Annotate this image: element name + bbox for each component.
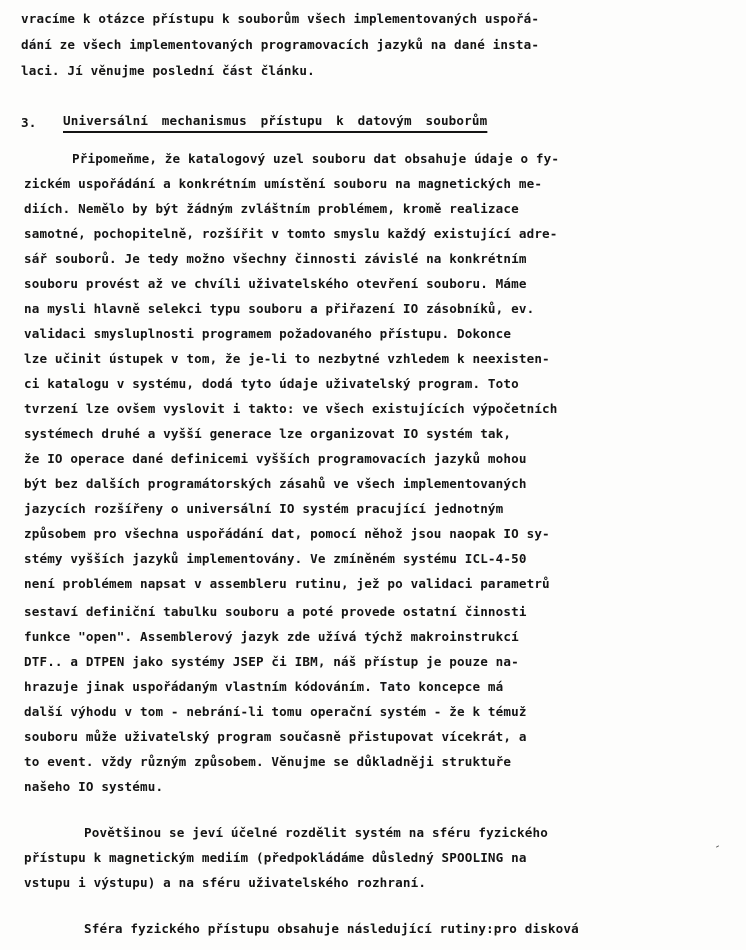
text-line: to event. vždy různým způsobem. Věnujme se důkladněji struktuře [24, 754, 512, 769]
text-line: diích. Nemělo by být žádným zvláštním problémem, kromě realizace [24, 201, 519, 216]
text-line: zickém uspořádání a konkrétním umístění souboru na magnetických me- [24, 176, 543, 191]
text-line: funkce "open". Assemblerový jazyk zde užívá týchž makroinstrukcí [24, 629, 519, 644]
text-line: tvrzení lze ovšem vyslovit i takto: ve všech existujících výpočetních [24, 401, 558, 416]
text-line: Povětšinou se jeví účelné rozdělit systém na sféru fyzického [84, 825, 548, 840]
text-line: našeho IO systému. [24, 779, 164, 794]
scan-mark [716, 845, 719, 847]
text-line: další výhodu v tom - nebrání-li tomu operační systém - že k témuž [24, 704, 527, 719]
text-line: že IO operace dané definicemi vyšších programovacích jazyků mohou [24, 451, 527, 466]
text-line: sář souborů. Je tedy možno všechny činnosti závislé na konkrétním [24, 251, 527, 266]
text-line: ci katalogu v systému, dodá tyto údaje uživatelský program. Toto [24, 376, 519, 391]
text-line: DTF.. a DTPEN jako systémy JSEP či IBM, náš přístup je pouze na- [24, 654, 519, 669]
text-line: laci. Jí věnujme poslední část článku. [21, 63, 315, 78]
text-line: Sféra fyzického přístupu obsahuje následující rutiny:pro disková [84, 921, 579, 936]
text-line: být bez dalších programátorských zásahů ve všech implementovaných [24, 476, 527, 491]
text-line: není problémem napsat v assembleru rutinu, jež po validaci parametrů [24, 576, 550, 591]
text-line: validaci smysluplnosti programem požadovaného přístupu. Dokonce [24, 326, 512, 341]
text-line: sestaví definiční tabulku souboru a poté provede ostatní činnosti [24, 604, 527, 619]
text-line: na mysli hlavně selekci typu souboru a přiřazení IO zásobníků, ev. [24, 301, 535, 316]
text-line: dání ze všech implementovaných programovacích jazyků na dané insta- [21, 37, 540, 52]
section-number: 3. [21, 115, 37, 130]
text-line: přístupu k magnetickým mediím (předpokládáme důsledný SPOOLING na [24, 850, 527, 865]
text-line: hrazuje jinak uspořádaným vlastním kódováním. Tato koncepce má [24, 679, 504, 694]
text-line: stémy vyšších jazyků implementovány. Ve zmíněném systému ICL-4-50 [24, 551, 527, 566]
text-line: Připomeňme, že katalogový uzel souboru dat obsahuje údaje o fy- [72, 151, 560, 166]
text-line: souboru může uživatelský program současně přistupovat vícekrát, a [24, 729, 527, 744]
text-line: systémech druhé a vyšší generace lze organizovat IO systém tak, [24, 426, 512, 441]
text-line: souboru provést až ve chvíli uživatelského otevření souboru. Máme [24, 276, 527, 291]
text-line: vstupu i výstupu) a na sféru uživatelského rozhraní. [24, 875, 427, 890]
text-line: samotné, pochopitelně, rozšířit v tomto smyslu každý existující adre- [24, 226, 558, 241]
text-line: vracíme k otázce přístupu k souborům všech implementovaných uspořá- [21, 11, 540, 26]
text-line: způsobem pro všechna uspořádání dat, pomocí něhož jsou naopak IO sy- [24, 526, 550, 541]
section-title: Universální mechanismus přístupu k datovým souborům [63, 113, 488, 128]
text-line: lze učinit ústupek v tom, že je-li to nezbytné vzhledem k neexisten- [24, 351, 550, 366]
text-line: jazycích rozšířeny o universální IO systém pracující jednotným [24, 501, 504, 516]
